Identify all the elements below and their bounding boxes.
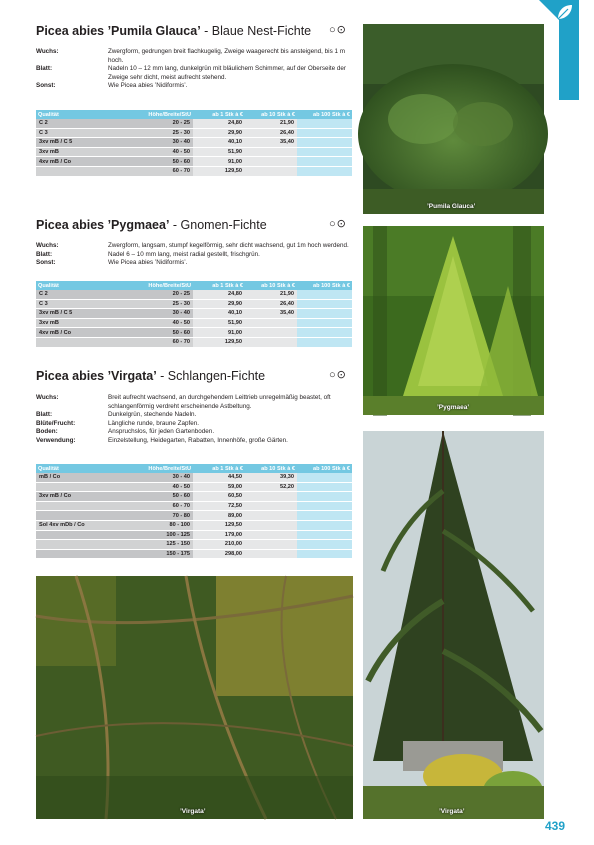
table-row: 60 - 70 72,50	[36, 501, 352, 511]
price-table: Qualität Höhe/Breite/StU ab 1 Stk à € ab 10 Stk à € ab 100 Stk à € C 2 20 - 25 24,80 21,90 C 3 25 - 30 29,90 26,40 3xv mB / C 5 30 - 40 40,10 35,40 3xv mB 40 - 50 51,90 4xv mB / Co 50 - 60 91,00 60 - 70 129,50	[38, 111, 350, 175]
table-row: 4xv mB / Co 50 - 60 91,00	[36, 328, 352, 338]
table-row: C 3 25 - 30 29,90 26,40	[36, 128, 352, 138]
table-row: 60 - 70 129,50	[36, 166, 352, 176]
plant-photo-virgata-branches: ’Virgata’	[36, 576, 353, 819]
table-row: 3xv mB / C 5 30 - 40 40,10 35,40	[36, 309, 352, 319]
sun-shade-icon: ○⊙	[329, 24, 347, 36]
table-row: 70 - 80 89,00	[36, 511, 352, 521]
price-table: Qualität Höhe/Breite/StU ab 1 Stk à € ab 10 Stk à € ab 100 Stk à € mB / Co 30 - 40 44,50 39,30 40 - 50 59,00 52,20 3xv mB / Co 50 - 60 60,50 60 - 70 72,50 70 - 80 89,00 Sol 4xv mDb / Co 80 - 100 129,50 100 - 125 179,00 125 - 150 210,00 150 - 175 298,00	[38, 465, 350, 558]
table-row: Sol 4xv mDb / Co 80 - 100 129,50	[36, 520, 352, 530]
price-table: Qualität Höhe/Breite/StU ab 1 Stk à € ab 10 Stk à € ab 100 Stk à € C 2 20 - 25 24,80 21,90 C 3 25 - 30 29,90 26,40 3xv mB / C 5 30 - 40 40,10 35,40 3xv mB 40 - 50 51,90 4xv mB / Co 50 - 60 91,00 60 - 70 129,50	[38, 282, 350, 346]
product-description: Wuchs: Zwergform, gedrungen breit flachkugelig, Zweige waagerecht bis ansteigend, bis 1 m hoch. Blatt: Nadeln 10 – 12 mm lang, dunkelgrün mit bläulichem Schimmer, auf der Oberseite der Zweige sehr dicht, meist aufrecht stehend. Sonst: Wie Picea abies ’Nidiformis’.	[36, 48, 347, 90]
leaf-icon	[555, 2, 575, 22]
table-row: C 2 20 - 25 24,80 21,90	[36, 119, 352, 128]
product-description: Wuchs: Zwergform, langsam, stumpf kegelförmig, sehr dicht wachsend, gut 1m hoch werdend. Blatt: Nadel 6 – 10 mm lang, meist radial gestellt, frischgrün. Sonst: Wie Picea abies ’Nidiformis’.	[36, 242, 349, 267]
table-row: 60 - 70 129,50	[36, 337, 352, 347]
sun-shade-icon: ○⊙	[329, 369, 347, 381]
table-row: 3xv mB / C 5 30 - 40 40,10 35,40	[36, 138, 352, 148]
product-title: Picea abies ’Pumila Glauca’ - Blaue Nest-Fichte	[36, 24, 312, 38]
table-row: 3xv mB 40 - 50 51,90	[36, 318, 352, 328]
plant-photo-virgata-tree: ’Virgata’	[363, 431, 544, 819]
sun-shade-icon: ○⊙	[329, 218, 347, 230]
table-row: 125 - 150 210,00	[36, 540, 352, 550]
section-label: PICEA	[577, 48, 594, 99]
product-description: Wuchs: Breit aufrecht wachsend, an durchgehendem Leittrieb unregelmäßig beastet, oft schlangenförmig verdreht erscheinende Astbeltung. Blatt: Dunkelgrün, stechende Nadeln. Blüte/Frucht: Längliche runde, braune Zapfen. Boden: Anspruchslos, für jeden Gartenboden. Verwendung: Einzelstellung, Heidegarten, Rabatten, Innenhöfe, große Gärten.	[36, 394, 331, 444]
table-row: 150 - 175 298,00	[36, 549, 352, 559]
table-row: mB / Co 30 - 40 44,50 39,30	[36, 473, 352, 482]
table-row: 4xv mB / Co 50 - 60 91,00	[36, 157, 352, 167]
plant-photo-pygmaea: ’Pygmaea’	[363, 226, 544, 415]
table-row: C 2 20 - 25 24,80 21,90	[36, 290, 352, 299]
product-title: Picea abies ’Virgata’ - Schlangen-Fichte	[36, 369, 266, 383]
table-row: 3xv mB / Co 50 - 60 60,50	[36, 492, 352, 502]
plant-photo-pumila-glauca: ’Pumila Glauca’	[363, 24, 544, 214]
table-row: 3xv mB 40 - 50 51,90	[36, 147, 352, 157]
page-number: 439	[544, 819, 565, 833]
table-row: C 3 25 - 30 29,90 26,40	[36, 299, 352, 309]
product-title: Picea abies ’Pygmaea’ - Gnomen-Fichte	[36, 218, 267, 232]
table-row: 100 - 125 179,00	[36, 530, 352, 540]
table-row: 40 - 50 59,00 52,20	[36, 482, 352, 492]
